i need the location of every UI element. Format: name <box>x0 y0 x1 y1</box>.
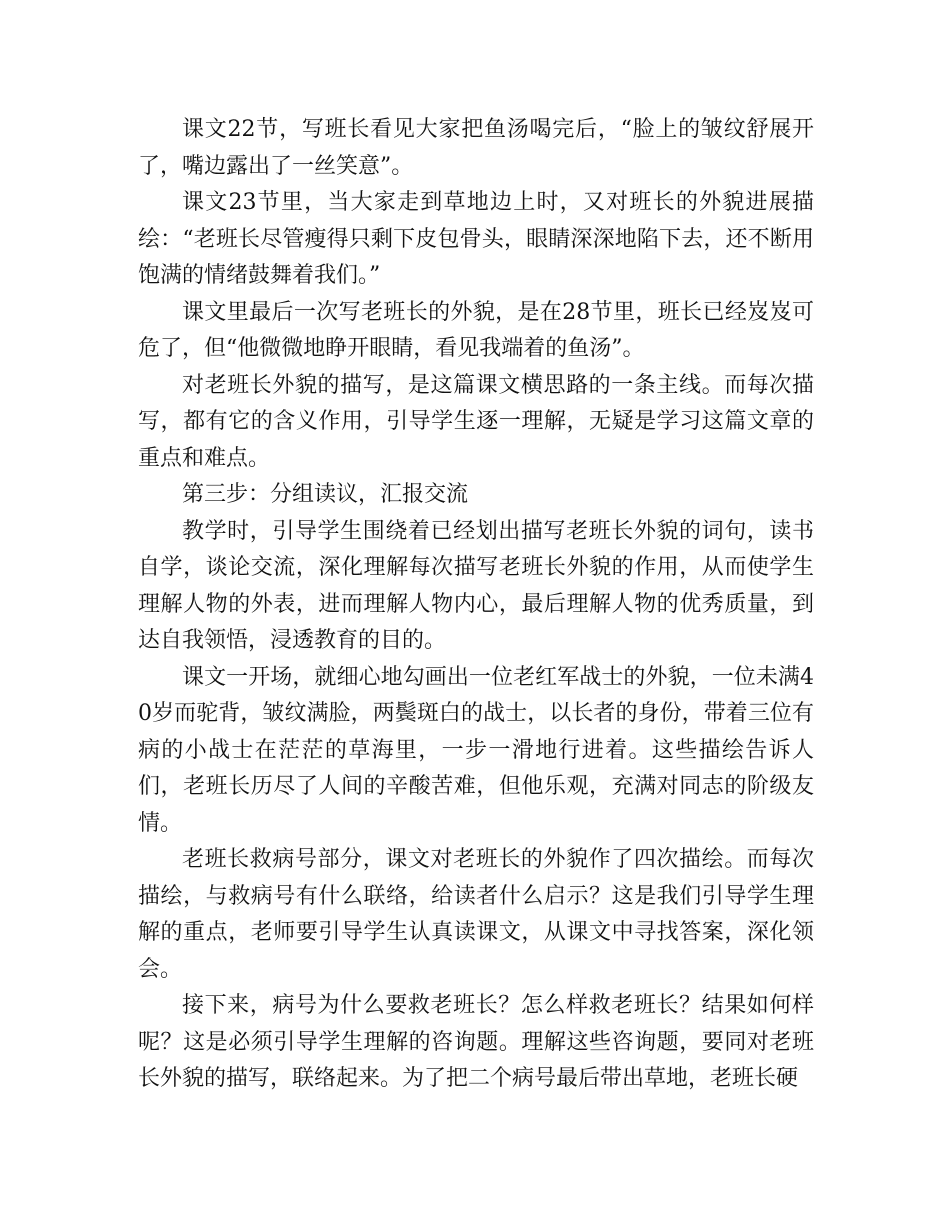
paragraph-6: 课文一开场，就细心地勾画出一位老红军战士的外貌，一位未满40岁而驼背，皱纹满脸，两鬓斑白的战士，以长者的身份，带着三位有病的小战士在茫茫的草海里，一步一滑地行进着。这些描绘告诉人们，老班长历尽了人间的辛酸苦难，但他乐观，充满对同志的阶级友情。 <box>138 664 814 836</box>
paragraph-3: 课文里最后一次写老班长的外貌，是在28节里，班长已经岌岌可危了，但“他微微地睁开眼睛，看见我端着的鱼汤”。 <box>138 299 814 361</box>
paragraph-7: 老班长救病号部分，课文对老班长的外貌作了四次描绘。而每次描绘，与救病号有什么联络，给读者什么启示？这是我们引导学生理解的重点，老师要引导学生认真读课文，从课文中寻找答案，深化领会。 <box>138 847 814 982</box>
paragraph-2: 课文23节里，当大家走到草地边上时，又对班长的外貌进展描绘：“老班长尽管瘦得只剩下皮包骨头，眼睛深深地陷下去，还不断用饱满的情绪鼓舞着我们。” <box>138 190 814 288</box>
paragraph-1: 课文22节，写班长看见大家把鱼汤喝完后，“脸上的皱纹舒展开了，嘴边露出了一丝笑意”。 <box>138 117 814 179</box>
document-body <box>138 112 814 1098</box>
section-heading: 第三步：分组读议，汇报交流 <box>182 482 469 507</box>
paragraph-5: 教学时，引导学生围绕着已经划出描写老班长外貌的词句，读书自学，谈论交流，深化理解每次描写老班长外貌的作用，从而使学生理解人物的外表，进而理解人物内心，最后理解人物的优秀质量，到达自我领悟，浸透教育的目的。 <box>138 518 814 653</box>
paragraph-4: 对老班长外貌的描写，是这篇课文横思路的一条主线。而每次描写，都有它的含义作用，引导学生逐一理解，无疑是学习这篇文章的重点和难点。 <box>138 372 814 471</box>
paragraph-8: 接下来，病号为什么要救老班长？怎么样救老班长？结果如何样呢？这是必须引导学生理解的咨询题。理解这些咨询题，要同对老班长外貌的描写，联络起来。为了把二个病号最后带出草地，老班长硬 <box>138 993 814 1091</box>
